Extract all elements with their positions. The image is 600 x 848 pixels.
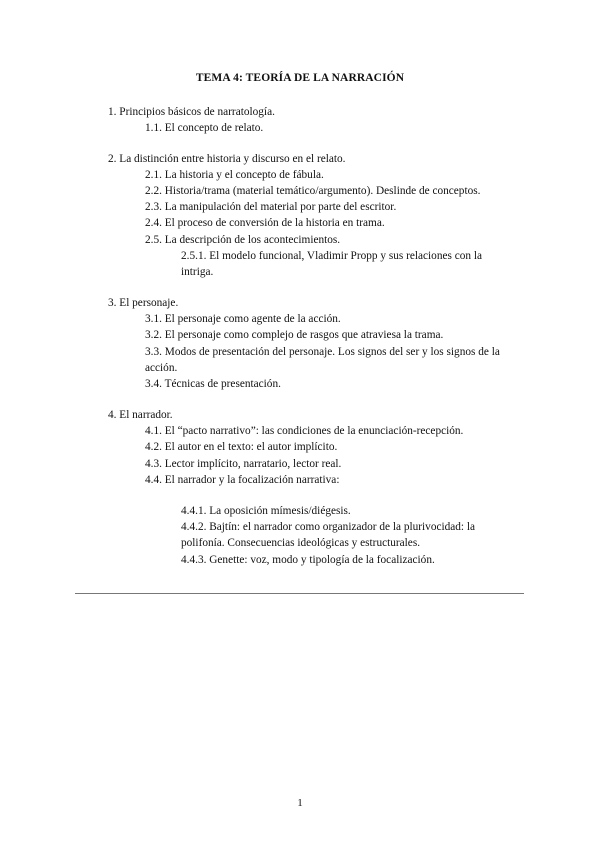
section-heading: 3. El personaje.: [108, 297, 179, 309]
outline-item: 3.1. El personaje como agente de la acción.: [145, 313, 341, 325]
outline-subitem: 2.5.1. El modelo funcional, Vladimir Propp y sus relaciones con la: [181, 250, 482, 262]
page-number: 1: [297, 797, 303, 809]
outline-item: 4.4. El narrador y la focalización narrativa:: [145, 474, 340, 486]
outline-item: 3.3. Modos de presentación del personaje. Los signos del ser y los signos de la: [145, 346, 500, 358]
outline-item: 2.2. Historia/trama (material temático/argumento). Deslinde de conceptos.: [145, 185, 481, 197]
outline-item: 2.1. La historia y el concepto de fábula.: [145, 169, 324, 181]
outline-subitem-continuation: intriga.: [181, 266, 214, 278]
outline-subitem-continuation: polifonía. Consecuencias ideológicas y estructurales.: [181, 537, 421, 549]
outline-item: 1.1. El concepto de relato.: [145, 122, 264, 134]
page-title: TEMA 4: TEORÍA DE LA NARRACIÓN: [195, 72, 405, 84]
outline-item-continuation: acción.: [145, 362, 178, 374]
section-divider: [75, 593, 524, 594]
outline-item: 3.2. El personaje como complejo de rasgos que atraviesa la trama.: [145, 329, 444, 341]
outline-item: 2.4. El proceso de conversión de la historia en trama.: [145, 217, 385, 229]
section-heading: 4. El narrador.: [108, 409, 173, 421]
outline-subitem: 4.4.2. Bajtín: el narrador como organizador de la plurivocidad: la: [181, 521, 476, 533]
outline-subitem: 4.4.3. Genette: voz, modo y tipología de la focalización.: [181, 554, 435, 566]
outline-subitem: 4.4.1. La oposición mímesis/diégesis.: [181, 505, 351, 517]
outline-item: 4.3. Lector implícito, narratario, lector real.: [145, 458, 342, 470]
outline-item: 2.5. La descripción de los acontecimientos.: [145, 234, 341, 246]
outline-item: 4.1. El “pacto narrativo”: las condiciones de la enunciación-recepción.: [145, 425, 464, 437]
outline-item: 3.4. Técnicas de presentación.: [145, 378, 281, 390]
section-heading: 2. La distinción entre historia y discurso en el relato.: [108, 153, 346, 165]
outline-item: 4.2. El autor en el texto: el autor implícito.: [145, 441, 338, 453]
section-heading: 1. Principios básicos de narratología.: [108, 106, 275, 118]
outline-item: 2.3. La manipulación del material por parte del escritor.: [145, 201, 397, 213]
